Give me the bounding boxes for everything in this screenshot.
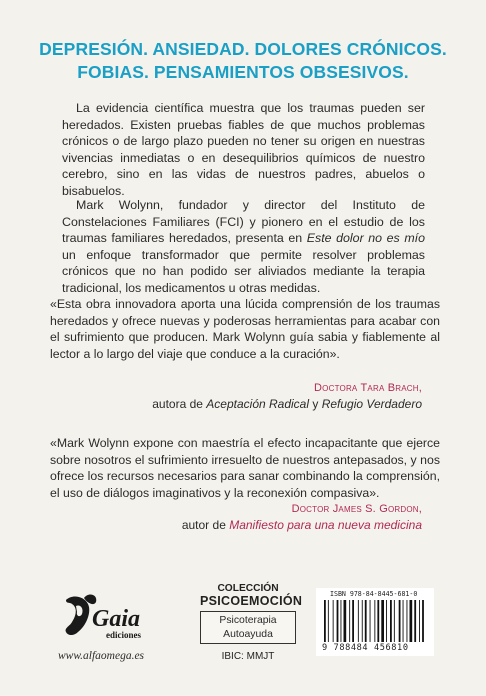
reviewer-book-1b: Refugio Verdadero xyxy=(321,396,422,411)
reviewer-role-prefix-1: autora de xyxy=(152,396,207,411)
description-text-2b: un enfoque transformador que permite resolver problemas crónicos que no han podido ser aliviados mediante la terapia tradicional, los medicamentos u otras medidas. xyxy=(62,247,425,295)
description-text-1: La evidencia científica muestra que los traumas pueden ser heredados. Existen pruebas fiables de que muchos problemas crónicos o de largo plazo pueden no tener su origen en nuestras vivencias inmediatas o en desequilibrios químicos de nuestro cerebro, sino en las vidas de nuestros padres, abuelos o bisabuelos. xyxy=(62,101,425,198)
reviewer-name-1: Doctora Tara Brach, xyxy=(314,382,422,394)
headline-line-2: FOBIAS. PENSAMIENTOS OBSESIVOS. xyxy=(77,62,409,82)
back-cover-headline xyxy=(20,38,466,84)
description-paragraph-2 xyxy=(62,197,425,297)
reviewer-book-2: Manifiesto para una nueva medicina xyxy=(229,517,422,532)
description-text-2a: Mark Wolynn, fundador y director del Instituto de Constelaciones Familiares (FCI) y pionero en el estudio de los traumas familiares heredados, presenta en xyxy=(62,198,425,246)
description-paragraph-1 xyxy=(62,100,425,200)
review-quote-2: «Mark Wolynn expone con maestría el efecto incapacitante que ejerce sobre nosotros el sufrimiento irresuelto de nuestros antepasados, y nos ofrece los recursos necesarios para sanar combinando la comprensión, el uso de diálogos imaginativos y la reconexión compasiva». xyxy=(50,436,440,500)
reviewer-book-1a: Aceptación Radical xyxy=(206,396,310,411)
book-title-inline: Este dolor no es mío xyxy=(306,231,425,246)
category-1: Psicoterapia xyxy=(219,615,277,626)
reviewer-role-1 xyxy=(152,397,422,413)
collection-label: COLECCIÓN xyxy=(217,583,279,594)
reviewer-role-prefix-2: autor de xyxy=(181,517,230,532)
headline-line-1: DEPRESIÓN. ANSIEDAD. DOLORES CRÓNICOS. xyxy=(39,39,447,59)
reviewer-role-mid-1: y xyxy=(309,396,322,411)
reviewer-role-2 xyxy=(182,518,422,534)
category-box xyxy=(200,611,296,644)
review-attribution-2 xyxy=(182,502,422,533)
gaia-logo-icon xyxy=(62,592,174,642)
category-2: Autoayuda xyxy=(223,629,273,640)
reviewer-name-2: Doctor James S. Gordon, xyxy=(291,503,422,515)
barcode-digits: 9 788484 456810 xyxy=(322,643,409,653)
logo-subtext: ediciones xyxy=(106,630,141,640)
gaia-ediciones-logo xyxy=(62,592,174,642)
review-attribution-1 xyxy=(152,381,422,412)
ibic-code: IBIC: MMJT xyxy=(221,651,275,662)
publisher-website: www.alfaomega.es xyxy=(58,650,145,662)
review-quote-1: «Esta obra innovadora aporta una lúcida comprensión de los traumas heredados y ofrece nuevas y poderosas herramientas para acabar con el sufrimiento que producen. Mark Wolynn guía sabia y fiablemente al lector a lo largo del viaje que conduce a la curación». xyxy=(50,297,440,361)
collection-heading xyxy=(200,582,303,608)
isbn-label: ISBN 978-84-8445-681-0 xyxy=(330,590,418,598)
collection-name: PSICOEMOCIÓN xyxy=(200,594,303,608)
logo-wordmark: Gaia xyxy=(92,606,140,632)
